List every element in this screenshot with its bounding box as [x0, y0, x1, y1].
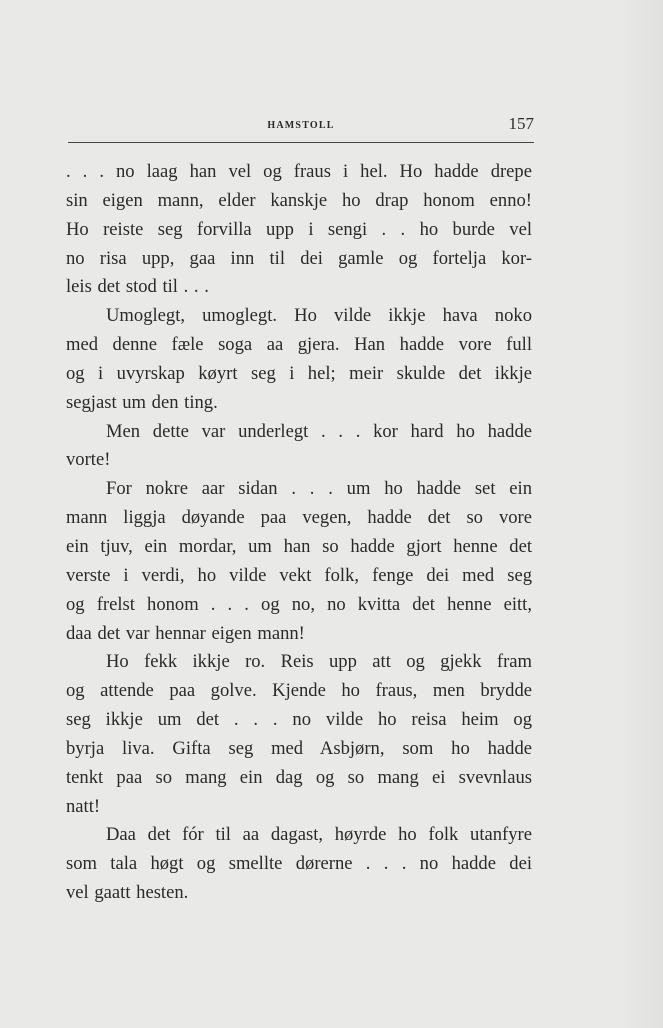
- text-line: og i uvyrskap køyrt seg i hel; meir skulde det ikkje: [66, 362, 532, 384]
- page-edge-shadow: [623, 0, 663, 1028]
- text-line: natt!: [66, 795, 101, 817]
- header-rule: [68, 142, 534, 143]
- text-line: Ho fekk ikkje ro. Reis upp att og gjekk fram: [106, 651, 532, 673]
- text-line: Men dette var underlegt . . . kor hard ho hadde: [106, 420, 532, 442]
- text-line: byrja liva. Gifta seg med Asbjørn, som ho hadde: [66, 737, 532, 759]
- paragraph: [66, 475, 532, 648]
- paragraph: [66, 821, 532, 908]
- text-line: og attende paa golve. Kjende ho fraus, men brydde: [66, 680, 532, 702]
- paragraph: [66, 158, 532, 302]
- text-line: leis det stod til . . .: [66, 276, 209, 298]
- text-line: og frelst honom . . . og no, no kvitta det henne eitt,: [66, 593, 532, 615]
- page-number: 157: [508, 114, 534, 133]
- running-header: [68, 114, 534, 142]
- text-line: verste i verdi, ho vilde vekt folk, fenge dei med seg: [66, 564, 532, 586]
- text-line: sin eigen mann, elder kanskje ho drap honom enno!: [66, 189, 532, 211]
- text-line: med denne fæle soga aa gjera. Han hadde vore full: [66, 334, 532, 356]
- text-line: segjast um den ting.: [66, 391, 218, 413]
- text-line: . . . no laag han vel og fraus i hel. Ho hadde drepe: [66, 161, 532, 182]
- text-line: For nokre aar sidan . . . um ho hadde set ein: [106, 478, 532, 500]
- text-line: vorte!: [66, 449, 111, 471]
- text-line: som tala høgt og smellte dørerne . . . no hadde dei: [66, 853, 532, 875]
- text-line: no risa upp, gaa inn til dei gamle og fortelja kor-: [66, 247, 532, 269]
- text-line: Daa det fór til aa dagast, høyrde ho folk utanfyre: [106, 824, 532, 846]
- paragraph: [66, 302, 532, 417]
- text-line: Ho reiste seg forvilla upp i sengi . . ho burde vel: [66, 218, 532, 240]
- text-line: tenkt paa so mang ein dag og so mang ei svevnlaus: [66, 766, 532, 788]
- text-line: ein tjuv, ein mordar, um han so hadde gjort henne det: [66, 535, 532, 557]
- text-line: seg ikkje um det . . . no vilde ho reisa heim og: [66, 709, 532, 731]
- text-line: mann liggja døyande paa vegen, hadde det so vore: [66, 507, 532, 529]
- paragraph: [66, 648, 532, 821]
- running-title: HAMSTOLL: [267, 120, 335, 131]
- body-text: [66, 158, 532, 908]
- text-line: vel gaatt hesten.: [66, 882, 189, 904]
- text-line: daa det var hennar eigen mann!: [66, 622, 305, 644]
- paragraph: [66, 418, 532, 476]
- text-line: Umoglegt, umoglegt. Ho vilde ikkje hava noko: [106, 305, 532, 327]
